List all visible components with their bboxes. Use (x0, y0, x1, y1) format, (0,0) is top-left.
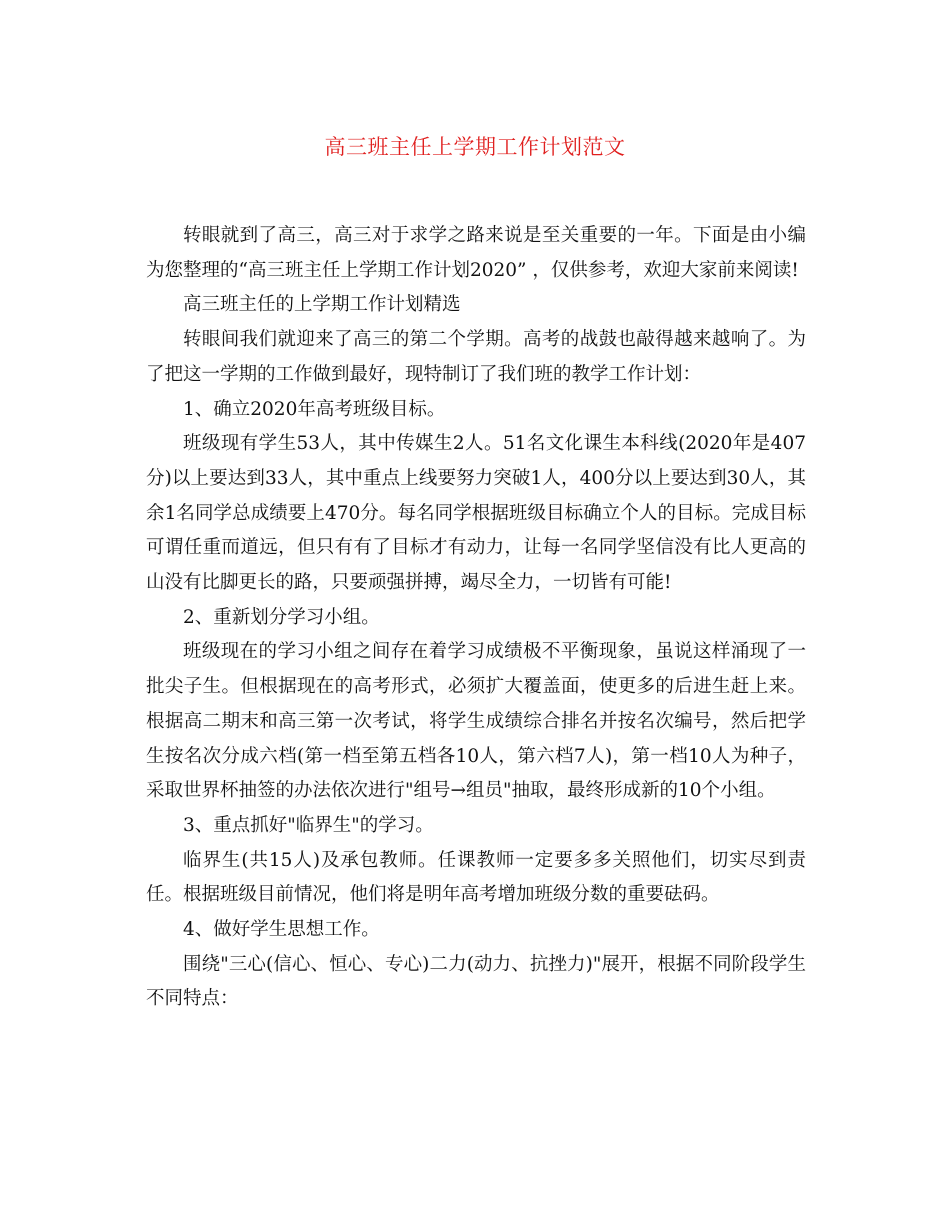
paragraph-intro: 转眼就到了高三，高三对于求学之路来说是至关重要的一年。下面是由小编为您整理的“高三班主任上学期工作计划2020” ，仅供参考，欢迎大家前来阅读! (146, 225, 806, 281)
paragraph-subtitle: 高三班主任的上学期工作计划精选 (183, 294, 461, 316)
section-heading-2: 2、重新划分学习小组。 (183, 606, 380, 628)
document-body (146, 219, 806, 1017)
document-title: 高三班主任上学期工作计划范文 (324, 135, 626, 159)
paragraph-section-3: 临界生(共15人)及承包教师。任课教师一定要多多关照他们，切实尽到责任。根据班级目前情况，他们将是明年高考增加班级分数的重要砝码。 (146, 849, 806, 906)
paragraph-section-2: 班级现在的学习小组之间存在着学习成绩极不平衡现象，虽说这样涌现了一批尖子生。但根据现在的高考形式，必须扩大覆盖面，使更多的后进生赶上来。根据高二期末和高三第一次考试，将学生成绩综合排名并按名次编号，然后把学生按名次分成六档(第一档至第五档各10人，第六档7人)，第一档10人为种子，采取世界杯抽签的办法依次进行"组号→组员"抽取，最终形成新的10个小组。 (146, 641, 806, 802)
section-heading-1: 1、确立2020年高考班级目标。 (183, 398, 446, 420)
paragraph-section-4: 围绕"三心(信心、恒心、专心)二力(动力、抗挫力)"展开，根据不同阶段学生不同特点： (146, 953, 806, 1010)
section-heading-3: 3、重点抓好"临界生"的学习。 (183, 814, 434, 836)
section-heading-4: 4、做好学生思想工作。 (183, 919, 380, 941)
paragraph-opening: 转眼间我们就迎来了高三的第二个学期。高考的战鼓也敲得越来越响了。为了把这一学期的工作做到最好，现特制订了我们班的教学工作计划： (146, 329, 806, 385)
paragraph-section-1: 班级现有学生53人，其中传媒生2人。51名文化课生本科线(2020年是407分)以上要达到33人，其中重点上线要努力突破1人，400分以上要达到30人，其余1名同学总成绩要上470分。每名同学根据班级目标确立个人的目标。完成目标可谓任重而道远，但只有有了目标才有动力，让每一名同学坚信没有比人更高的山没有比脚更长的路，只要顽强拼搏，竭尽全力，一切皆有可能! (146, 433, 806, 594)
